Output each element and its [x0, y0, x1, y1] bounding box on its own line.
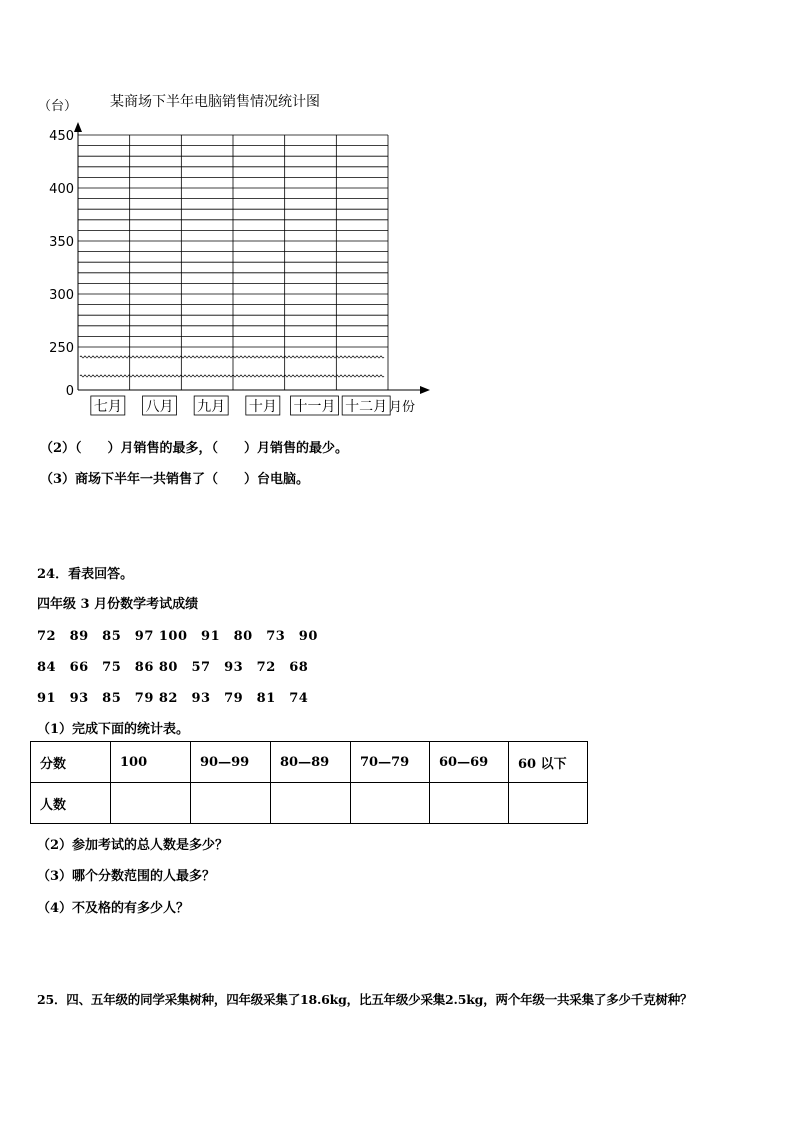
table-cell: 90—99	[191, 742, 271, 783]
y-tick-labels	[49, 129, 74, 399]
q24-part4: （4）不及格的有多少人？	[37, 901, 190, 916]
answer-cell[interactable]	[111, 783, 191, 824]
scores-row-1: 72 89 85 97 100 91 80 73 90	[37, 629, 318, 644]
q25-text: 25．四、五年级的同学采集树种，四年级采集了18.6kg，比五年级少采集2.5kg，两个年级一共采集了多少千克树种？	[37, 992, 693, 1007]
table-cell: 100	[111, 742, 191, 783]
y-tick-label: 300	[49, 288, 74, 303]
x-category-label: 七月	[93, 399, 122, 415]
scores-row-2: 84 66 75 86 80 57 93 72 68	[37, 660, 309, 675]
x-category-label: 十一月	[293, 399, 336, 415]
chart-title: 某商场下半年电脑销售情况统计图	[110, 94, 320, 110]
q24-subtitle: 四年级 3 月份数学考试成绩	[37, 597, 199, 612]
answer-cell[interactable]	[191, 783, 271, 824]
axis-break-line	[80, 356, 384, 358]
q24-heading: 24．看表回答。	[37, 567, 134, 582]
x-category-label: 九月	[197, 399, 226, 415]
q24-part3: （3）哪个分数范围的人最多？	[37, 869, 216, 884]
axis-break-line	[80, 375, 384, 377]
q24-part1: （1）完成下面的统计表。	[37, 722, 190, 737]
y-tick-label: 0	[65, 384, 74, 399]
table-cell: 人数	[31, 783, 111, 824]
y-tick-label: 400	[49, 182, 74, 197]
x-category-label: 十二月	[345, 399, 388, 415]
answer-cell[interactable]	[351, 783, 430, 824]
table-cell: 60—69	[430, 742, 509, 783]
answer-cell[interactable]	[430, 783, 509, 824]
y-axis-arrow	[74, 122, 82, 132]
table-cell: 70—79	[351, 742, 430, 783]
y-tick-label: 450	[49, 129, 74, 144]
chart-y-unit: （台）	[38, 99, 78, 114]
y-tick-label: 250	[49, 341, 74, 356]
x-category-label: 十月	[248, 399, 277, 415]
table-cell: 80—89	[271, 742, 351, 783]
scores-row-3: 91 93 85 79 82 93 79 81 74	[37, 691, 309, 706]
chart-axes	[74, 122, 430, 394]
score-stat-table	[30, 741, 588, 824]
y-tick-label: 350	[49, 235, 74, 250]
x-category-label: 八月	[145, 399, 174, 415]
sales-chart	[0, 0, 794, 430]
table-row	[31, 742, 588, 783]
table-cell: 60 以下	[509, 742, 588, 783]
q23-part3: （3）商场下半年一共销售了（ ）台电脑。	[40, 472, 310, 487]
q24-part2: （2）参加考试的总人数是多少？	[37, 838, 229, 853]
answer-cell[interactable]	[509, 783, 588, 824]
x-axis-arrow	[420, 386, 430, 394]
answer-cell[interactable]	[271, 783, 351, 824]
chart-grid	[78, 135, 388, 390]
q23-part2: （2）（ ）月销售的最多，（ ）月销售的最少。	[40, 441, 349, 456]
table-row	[31, 783, 588, 824]
table-cell: 分数	[31, 742, 111, 783]
chart-x-unit: 月份	[389, 400, 416, 415]
x-category-labels	[91, 396, 390, 415]
